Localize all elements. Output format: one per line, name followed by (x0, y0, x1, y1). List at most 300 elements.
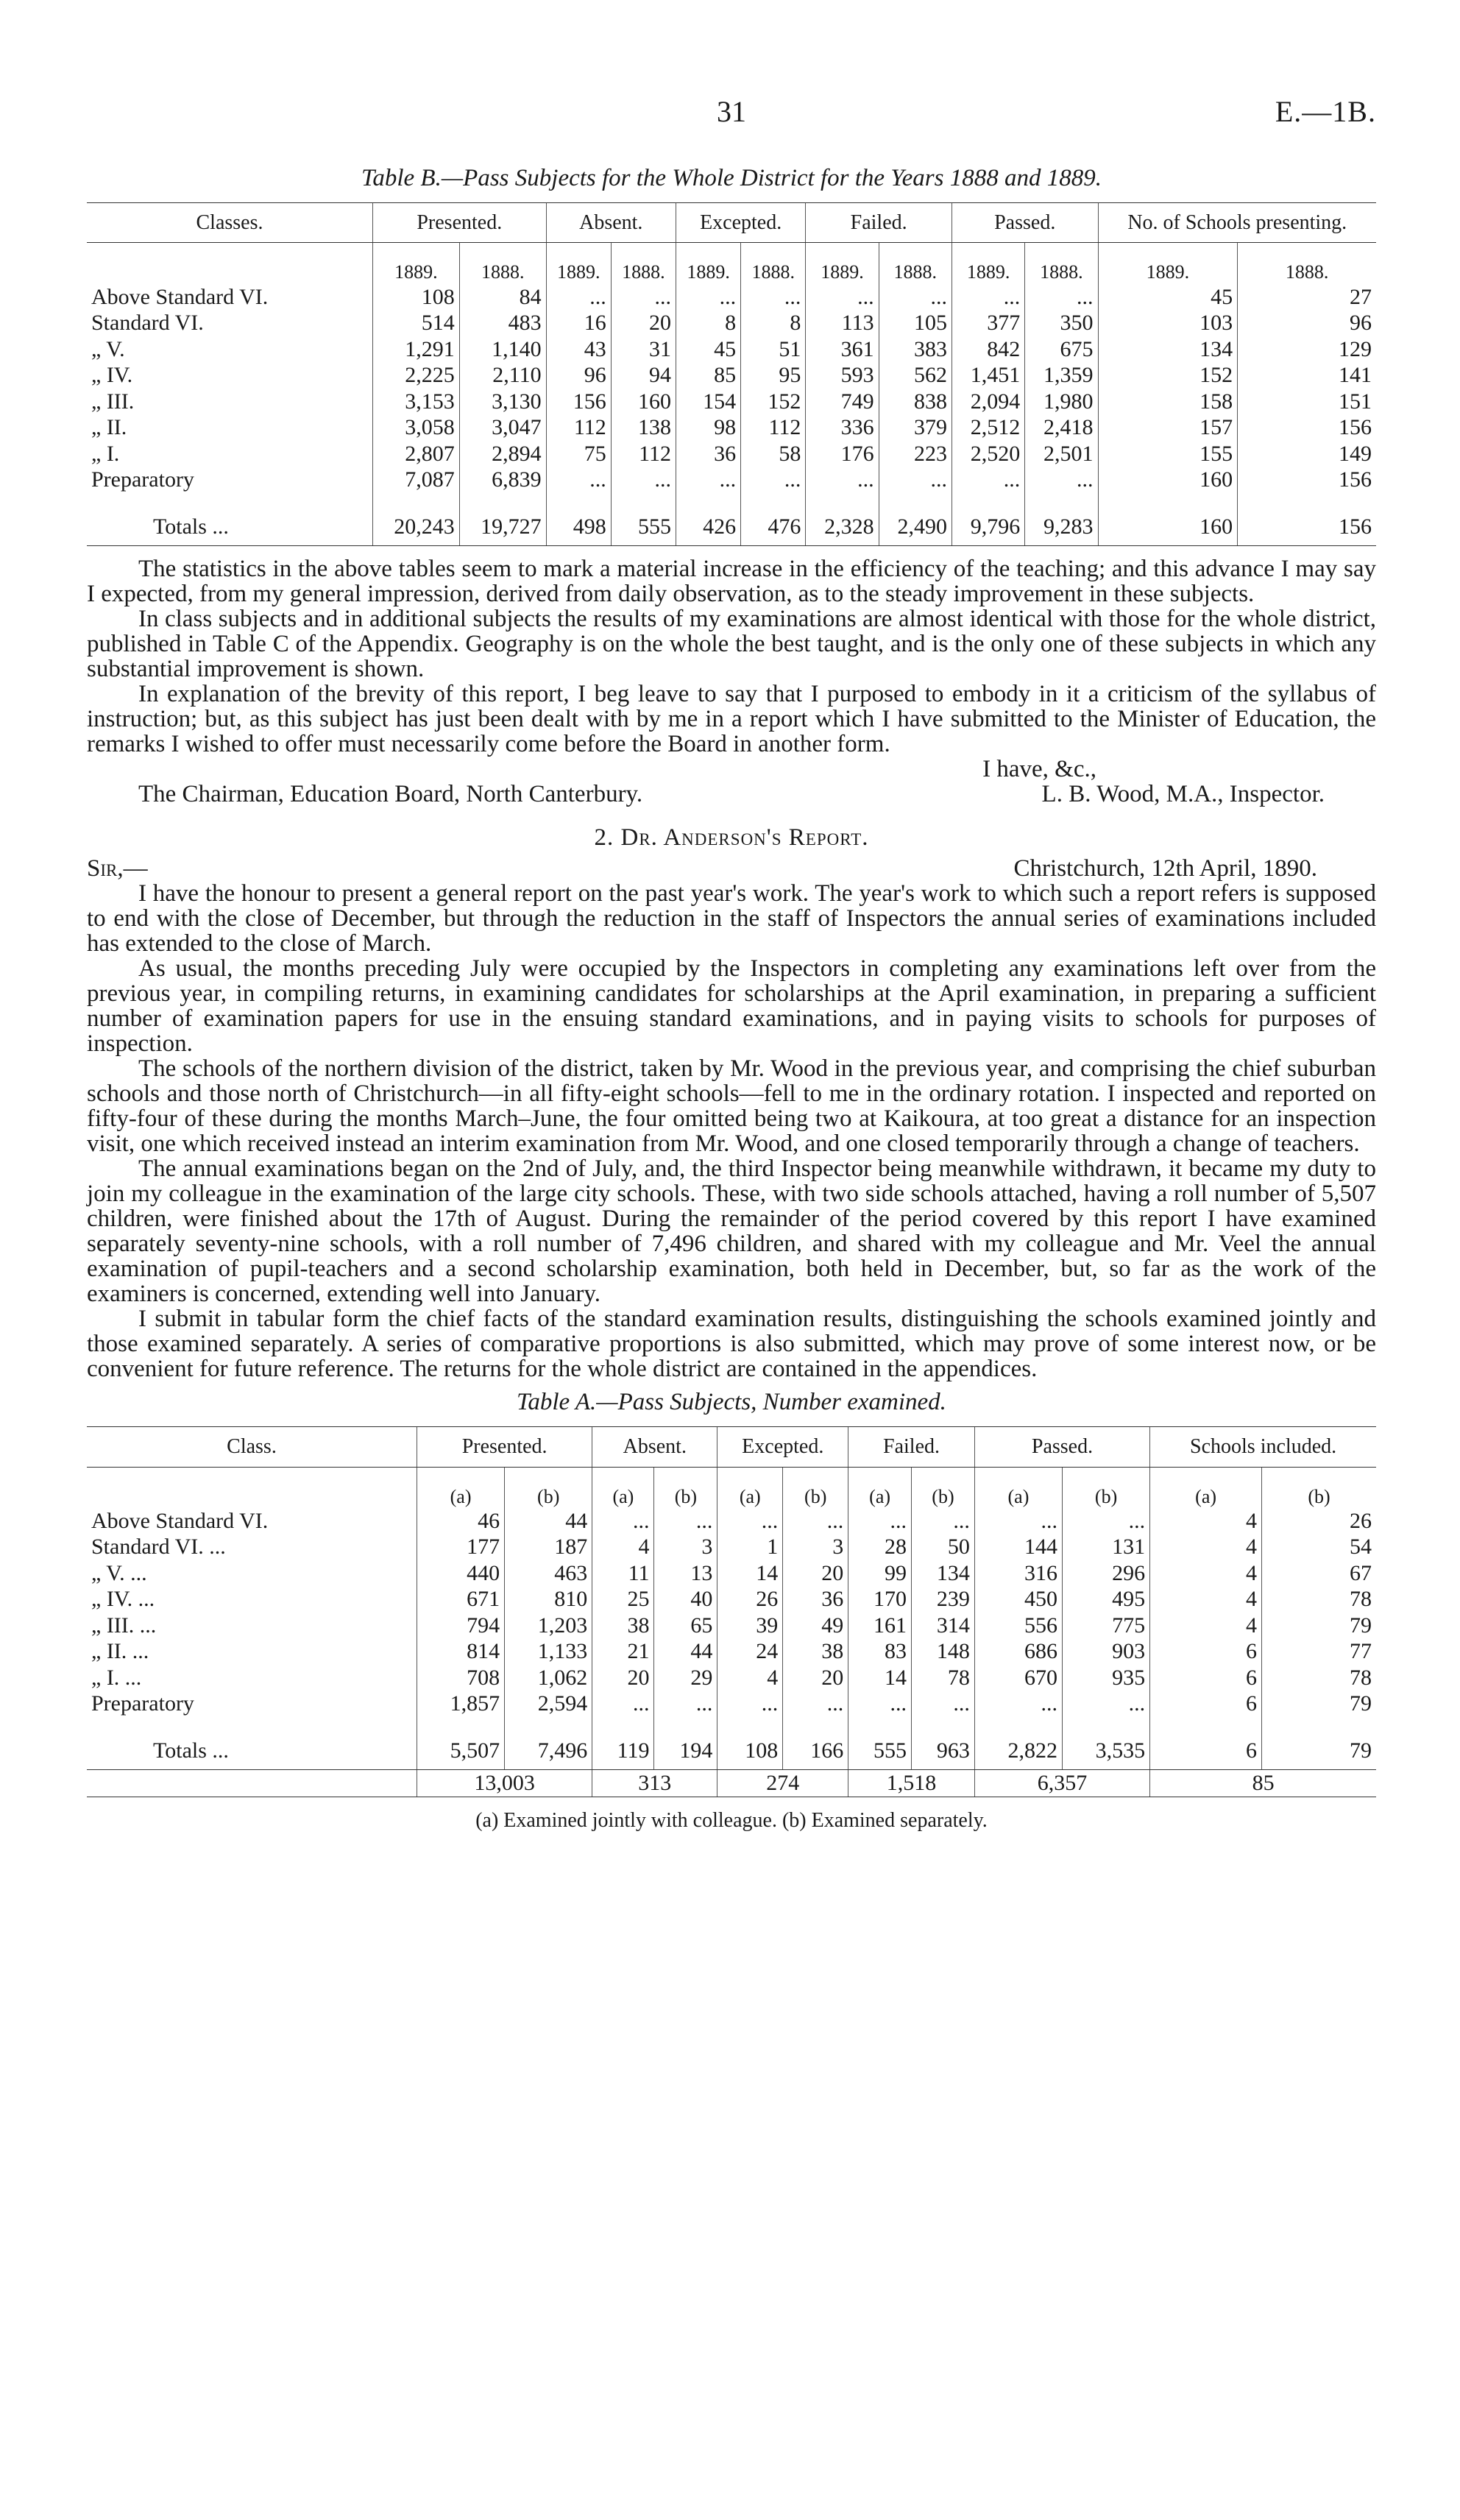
table-a-cell: 2,594 (505, 1691, 592, 1717)
table-b-cell: 2,418 (1025, 414, 1098, 441)
table-a-subheader-blank (87, 1467, 417, 1508)
table-a-sum-cell: 13,003 (417, 1770, 592, 1797)
table-a-cell: 4 (592, 1534, 654, 1560)
table-b (87, 202, 1376, 546)
table-a-subheader: (b) (1063, 1467, 1150, 1508)
sign-off: I have, &c., (982, 756, 1096, 783)
paragraph-annual-exams: The annual examinations began on the 2nd of July, and, the third Inspector being meanwhile withdrawn, it became my duty to join my colleague in the examination of the large city schools. These, with two side schools attached, having a roll number of 5,507 children, were finished about the 17th of August. During the remainder of the period covered by this report I have examined separately seventy-nine schools, with a roll number of 7,496 children, and shared with my colleague and Mr. Veel the annual examination of pupil-teachers and a second scholarship examination, both held in December, but, so far as the work of the examiners is concerned, extending well into January. (87, 1155, 1376, 1308)
table-b-cell: 749 (806, 389, 879, 415)
table-b-totals-cell: 19,727 (459, 493, 546, 546)
table-a-cell: 14 (717, 1560, 783, 1587)
table-b-cell: 8 (676, 310, 740, 336)
table-a-row-label: Above Standard VI. (91, 1508, 269, 1533)
table-b-subheader-blank (87, 243, 373, 284)
table-a-cell: 4 (1150, 1560, 1262, 1587)
table-a-group-excepted: Excepted. (717, 1427, 848, 1467)
paragraph-report-intro: I have the honour to present a general report on the past year's work. The year's work to which such a report refers is supposed to end with the close of December, but through the reduction in the staff of Inspectors the annual series of examinations included has extended to the close of March. (87, 880, 1376, 958)
table-a-class-header: Class. (87, 1427, 417, 1467)
table-a-cell: 1,203 (505, 1613, 592, 1639)
table-a-sum-cell: 274 (717, 1770, 848, 1797)
table-a-cell: 810 (505, 1586, 592, 1613)
table-b-caption: Table B.—Pass Subjects for the Whole District for the Years 1888 and 1889. (361, 165, 1102, 191)
report-heading: 2. Dr. Anderson's Report. (594, 824, 869, 852)
table-b-group-passed: Passed. (952, 203, 1098, 243)
table-b-totals-row (87, 493, 1376, 546)
table-a-totals-cell: 555 (848, 1717, 912, 1770)
table-b-totals-cell: 20,243 (373, 493, 460, 546)
table-b-cell: 113 (806, 310, 879, 336)
table-a-cell: 708 (417, 1665, 505, 1691)
table-a-totals-cell: 108 (717, 1717, 783, 1770)
table-b-totals-cell: 426 (676, 493, 740, 546)
table-a-cell: 814 (417, 1638, 505, 1665)
table-b-cell: 43 (546, 336, 611, 363)
table-a-cell: 1 (717, 1534, 783, 1560)
table-b-totals-cell: 9,796 (952, 493, 1024, 546)
page-number: 31 (717, 95, 746, 128)
table-a-sum-cell: 85 (1150, 1770, 1376, 1797)
table-b-subheader: 1888. (1238, 243, 1376, 284)
table-b-cell: 1,359 (1025, 362, 1098, 389)
table-a-cell: 26 (1262, 1508, 1376, 1535)
table-a-cell: 161 (848, 1613, 912, 1639)
page-header (87, 0, 1376, 147)
table-a-cell: 36 (783, 1586, 848, 1613)
table-a-cell: ... (654, 1508, 717, 1535)
table-b-cell: 1,140 (459, 336, 546, 363)
table-b-cell: 223 (879, 441, 952, 467)
table-a-cell: 67 (1262, 1560, 1376, 1587)
table-a-cell: 1,062 (505, 1665, 592, 1691)
table-a-row-label: Standard VI. ... (91, 1535, 226, 1560)
table-a-cell: 131 (1063, 1534, 1150, 1560)
table-b-cell: 152 (741, 389, 806, 415)
table-a-cell: 440 (417, 1560, 505, 1587)
table-a-row (87, 1638, 1376, 1665)
table-b-cell: 36 (676, 441, 740, 467)
table-b-cell: 838 (879, 389, 952, 415)
table-b-cell: 152 (1098, 362, 1238, 389)
table-b-body (87, 243, 1376, 546)
table-b-cell: 96 (546, 362, 611, 389)
table-b-totals-label: Totals ... (87, 493, 373, 546)
table-b-cell: 160 (1098, 467, 1238, 493)
table-a-cell: 3 (654, 1534, 717, 1560)
table-a-cell: 671 (417, 1586, 505, 1613)
table-a-row-label: Preparatory (91, 1691, 194, 1716)
table-a-cell: 20 (592, 1665, 654, 1691)
table-b-cell: 2,501 (1025, 441, 1098, 467)
table-a-totals-cell: 2,822 (974, 1717, 1062, 1770)
table-b-row (87, 389, 1376, 415)
table-a-cell: 314 (912, 1613, 975, 1639)
table-b-cell: 98 (676, 414, 740, 441)
table-b-subheader: 1889. (806, 243, 879, 284)
table-a-cell: 78 (912, 1665, 975, 1691)
table-a-cell: 670 (974, 1665, 1062, 1691)
table-b-cell: 1,291 (373, 336, 460, 363)
table-a-cell: 1,857 (417, 1691, 505, 1717)
table-b-cell: 2,094 (952, 389, 1024, 415)
table-b-row-label: Standard VI. (91, 311, 204, 336)
table-b-subheader: 1889. (546, 243, 611, 284)
table-b-group-failed: Failed. (806, 203, 952, 243)
table-a-cell: 83 (848, 1638, 912, 1665)
table-a-cell: 4 (1150, 1508, 1262, 1535)
table-a-cell: 99 (848, 1560, 912, 1587)
table-b-row (87, 441, 1376, 467)
table-a-cell: 316 (974, 1560, 1062, 1587)
table-b-totals-cell: 498 (546, 493, 611, 546)
table-b-cell: 95 (741, 362, 806, 389)
table-b-row (87, 336, 1376, 363)
table-a-cell: 46 (417, 1508, 505, 1535)
table-a-cell: 40 (654, 1586, 717, 1613)
table-a-cell: 4 (1150, 1534, 1262, 1560)
table-b-cell: 2,225 (373, 362, 460, 389)
table-b-row-label: Preparatory (91, 467, 194, 492)
table-b-cell: 593 (806, 362, 879, 389)
table-b-totals-cell: 2,328 (806, 493, 879, 546)
table-a-cell: 39 (717, 1613, 783, 1639)
table-a-sum-cell: 1,518 (848, 1770, 975, 1797)
table-a-cell: 38 (783, 1638, 848, 1665)
table-a-totals-cell: 6 (1150, 1717, 1262, 1770)
table-a-cell: 21 (592, 1638, 654, 1665)
table-a-subheader: (a) (592, 1467, 654, 1508)
table-b-cell: 58 (741, 441, 806, 467)
table-a-cell: ... (717, 1691, 783, 1717)
table-b-cell: 176 (806, 441, 879, 467)
table-a-cell: ... (848, 1508, 912, 1535)
table-b-row-label: „ I. (91, 441, 120, 466)
table-a-cell: 29 (654, 1665, 717, 1691)
table-a-cell: 25 (592, 1586, 654, 1613)
signer: L. B. Wood, M.A., Inspector. (1041, 781, 1325, 808)
table-b-cell: 6,839 (459, 467, 546, 493)
table-b-cell: ... (952, 467, 1024, 493)
table-b-cell: 379 (879, 414, 952, 441)
table-a-subheader: (b) (783, 1467, 848, 1508)
table-b-cell: 377 (952, 310, 1024, 336)
table-a-footnote: (a) Examined jointly with colleague. (b) Examined separately. (475, 1808, 988, 1832)
table-a-cell: 26 (717, 1586, 783, 1613)
table-a-cell: 177 (417, 1534, 505, 1560)
table-b-cell: 155 (1098, 441, 1238, 467)
table-b-cell: 85 (676, 362, 740, 389)
table-b-cell: 112 (546, 414, 611, 441)
table-b-group-excepted: Excepted. (676, 203, 805, 243)
table-a-row (87, 1586, 1376, 1613)
table-a-cell: 78 (1262, 1665, 1376, 1691)
table-a-cell: 65 (654, 1613, 717, 1639)
table-a-subheader: (a) (717, 1467, 783, 1508)
paragraph-northern-schools: The schools of the northern division of the district, taken by Mr. Wood in the previous year, and comprising the chief suburban schools and those north of Christchurch—in all fifty-eight schools—fell to me in the ordinary rotation. I inspected and reported on fifty-four of these during the months March–June, the four omitted being two at Kaikoura, at too great a distance for an inspection visit, one which received instead an interim examination from Mr. Wood, and one closed temporarily through a change of teachers. (87, 1055, 1376, 1158)
table-a-row (87, 1560, 1376, 1587)
table-a-totals-row (87, 1717, 1376, 1770)
table-a-cell: ... (592, 1691, 654, 1717)
table-b-cell: 157 (1098, 414, 1238, 441)
table-b-totals-cell: 476 (741, 493, 806, 546)
table-a-cell: 13 (654, 1560, 717, 1587)
table-a-totals-cell: 194 (654, 1717, 717, 1770)
table-b-cell: ... (806, 467, 879, 493)
table-a-group-failed: Failed. (848, 1427, 975, 1467)
table-b-cell: 158 (1098, 389, 1238, 415)
table-b-cell: ... (879, 467, 952, 493)
table-a-cell: 187 (505, 1534, 592, 1560)
table-a-totals-cell: 79 (1262, 1717, 1376, 1770)
table-a-cell: 44 (505, 1508, 592, 1535)
table-b-totals-cell: 156 (1238, 493, 1376, 546)
table-a-cell: 38 (592, 1613, 654, 1639)
table-b-group-presented: Presented. (373, 203, 547, 243)
table-a-group-presented: Presented. (417, 1427, 592, 1467)
table-b-row (87, 467, 1376, 493)
table-b-totals-cell: 160 (1098, 493, 1238, 546)
table-a-cell: 1,133 (505, 1638, 592, 1665)
table-a-cell: 79 (1262, 1691, 1376, 1717)
table-b-cell: 103 (1098, 310, 1238, 336)
table-a-cell: 4 (717, 1665, 783, 1691)
table-a-subheader: (a) (848, 1467, 912, 1508)
table-b-cell: 151 (1238, 389, 1376, 415)
table-b-cell: 1,451 (952, 362, 1024, 389)
table-a-subheader: (b) (1262, 1467, 1376, 1508)
table-a-cell: 44 (654, 1638, 717, 1665)
table-a-body (87, 1467, 1376, 1797)
table-b-subheader: 1888. (611, 243, 676, 284)
table-a-cell: ... (848, 1691, 912, 1717)
table-b-cell: ... (952, 284, 1024, 311)
table-b-row (87, 414, 1376, 441)
table-a-cell: 50 (912, 1534, 975, 1560)
table-b-cell: 675 (1025, 336, 1098, 363)
table-b-cell: 842 (952, 336, 1024, 363)
table-a-cell: 686 (974, 1638, 1062, 1665)
table-a-totals-cell: 7,496 (505, 1717, 592, 1770)
page (87, 0, 1376, 1833)
table-a-cell: 296 (1063, 1560, 1150, 1587)
table-b-cell: 361 (806, 336, 879, 363)
table-a-cell: 77 (1262, 1638, 1376, 1665)
table-a-cell: ... (717, 1508, 783, 1535)
table-a-cell: 28 (848, 1534, 912, 1560)
table-b-cell: 350 (1025, 310, 1098, 336)
table-b-cell: ... (676, 284, 740, 311)
table-b-cell: 1,980 (1025, 389, 1098, 415)
table-a-totals-cell: 5,507 (417, 1717, 505, 1770)
table-b-cell: 149 (1238, 441, 1376, 467)
table-b-cell: 3,058 (373, 414, 460, 441)
table-a-cell: 20 (783, 1560, 848, 1587)
table-a-cell: 495 (1063, 1586, 1150, 1613)
table-b-cell: ... (806, 284, 879, 311)
table-b-subheader: 1888. (879, 243, 952, 284)
table-a-group-schools: Schools included. (1150, 1427, 1376, 1467)
table-b-subheader: 1889. (952, 243, 1024, 284)
table-a-cell: ... (654, 1691, 717, 1717)
table-a-cell: ... (783, 1691, 848, 1717)
table-a-cell: 3 (783, 1534, 848, 1560)
table-b-cell: 129 (1238, 336, 1376, 363)
paragraph-tabular: I submit in tabular form the chief facts of the standard examination results, distinguishing the schools examined jointly and those examined separately. A series of comparative proportions is also submitted, which may prove of some interest now, or be convenient for future reference. The returns for the whole district are contained in the appendices. (87, 1306, 1376, 1383)
table-b-totals-cell: 9,283 (1025, 493, 1098, 546)
table-b-cell: 336 (806, 414, 879, 441)
table-a-row (87, 1691, 1376, 1717)
paragraph-brevity: In explanation of the brevity of this report, I beg leave to say that I purposed to embody in it a criticism of the syllabus of instruction; but, as this subject has just been dealt with by me in a report which I have submitted to the Minister of Education, the remarks I wished to offer must necessarily come before the Board in another form. (87, 681, 1376, 758)
table-b-cell: 156 (546, 389, 611, 415)
table-b-cell: 20 (611, 310, 676, 336)
table-b-cell: 7,087 (373, 467, 460, 493)
table-b-subheader: 1888. (1025, 243, 1098, 284)
table-b-cell: ... (611, 467, 676, 493)
table-b-cell: 3,153 (373, 389, 460, 415)
table-b-group-schools: No. of Schools presenting. (1098, 203, 1376, 243)
table-b-row (87, 310, 1376, 336)
table-b-cell: ... (879, 284, 952, 311)
table-a-cell: ... (1063, 1691, 1150, 1717)
table-a-cell: 6 (1150, 1691, 1262, 1717)
table-a-subheader: (b) (505, 1467, 592, 1508)
table-a-cell: 6 (1150, 1665, 1262, 1691)
table-b-cell: 108 (373, 284, 460, 311)
table-b-totals-cell: 2,490 (879, 493, 952, 546)
table-b-subheader: 1888. (741, 243, 806, 284)
table-a-cell: 935 (1063, 1665, 1150, 1691)
table-b-group-absent: Absent. (546, 203, 676, 243)
table-b-row-label: „ V. (91, 336, 125, 361)
table-a-cell: 144 (974, 1534, 1062, 1560)
table-a-cell: ... (912, 1508, 975, 1535)
table-a-row (87, 1534, 1376, 1560)
table-a-caption: Table A.—Pass Subjects, Number examined. (517, 1389, 946, 1416)
table-b-cell: 2,807 (373, 441, 460, 467)
paragraph-months: As usual, the months preceding July were occupied by the Inspectors in completing any examinations left over from the previous year, in compiling returns, in examining candidates for scholarships at the April examination, in preparing a sufficient number of examination papers for use in the ensuing standard examinations, and in paying visits to schools for purposes of inspection. (87, 955, 1376, 1058)
table-b-classes-header: Classes. (87, 203, 373, 243)
table-b-cell: ... (676, 467, 740, 493)
table-a-group-absent: Absent. (592, 1427, 717, 1467)
table-a-cell: 556 (974, 1613, 1062, 1639)
table-a-subheader: (a) (417, 1467, 505, 1508)
table-a-sums-blank (87, 1770, 417, 1797)
table-a-cell: 78 (1262, 1586, 1376, 1613)
table-a-sum-cell: 313 (592, 1770, 717, 1797)
table-b-row-label: „ III. (91, 389, 135, 414)
table-b-cell: 156 (1238, 414, 1376, 441)
paragraph-statistics: The statistics in the above tables seem to mark a material increase in the efficiency of the teaching; and this advance I may say I expected, from my general impression, derived from daily observation, as to the steady improvement in these subjects. (87, 556, 1376, 608)
table-a-cell: ... (974, 1508, 1062, 1535)
table-a-cell: 903 (1063, 1638, 1150, 1665)
table-a-cell: 450 (974, 1586, 1062, 1613)
table-b-cell: 45 (1098, 284, 1238, 311)
table-a-cell: 49 (783, 1613, 848, 1639)
table-b-cell: 45 (676, 336, 740, 363)
document-reference: E.—1B. (1275, 95, 1376, 128)
table-b-cell: 138 (611, 414, 676, 441)
table-a-totals-cell: 3,535 (1063, 1717, 1150, 1770)
table-a-subheader: (b) (654, 1467, 717, 1508)
table-b-cell: 2,512 (952, 414, 1024, 441)
table-b-cell: 31 (611, 336, 676, 363)
table-a-cell: 14 (848, 1665, 912, 1691)
table-b-cell: 154 (676, 389, 740, 415)
paragraph-class-subjects: In class subjects and in additional subjects the results of my examinations are almost identical with those for the whole district, published in Table C of the Appendix. Geography is on the whole the best taught, and is the only one of these subjects in which any substantial improvement is shown. (87, 606, 1376, 683)
table-a-row-label: „ IV. ... (91, 1587, 155, 1612)
table-b-cell: ... (611, 284, 676, 311)
table-a-row-label: „ III. ... (91, 1613, 157, 1638)
table-a-row (87, 1665, 1376, 1691)
table-b-row-label: „ II. (91, 415, 127, 440)
table-b-cell: 96 (1238, 310, 1376, 336)
table-a (87, 1426, 1376, 1797)
table-a-cell: ... (912, 1691, 975, 1717)
table-b-cell: 141 (1238, 362, 1376, 389)
table-a-cell: ... (1063, 1508, 1150, 1535)
table-b-totals-cell: 555 (611, 493, 676, 546)
table-a-totals-cell: 166 (783, 1717, 848, 1770)
table-a-subheader: (b) (912, 1467, 975, 1508)
table-a-subheader: (a) (974, 1467, 1062, 1508)
table-b-row (87, 362, 1376, 389)
table-a-group-passed: Passed. (974, 1427, 1149, 1467)
table-b-cell: 3,130 (459, 389, 546, 415)
table-a-row (87, 1508, 1376, 1535)
table-b-cell: ... (1025, 284, 1098, 311)
table-b-cell: 16 (546, 310, 611, 336)
table-b-cell: 112 (611, 441, 676, 467)
table-a-cell: ... (783, 1508, 848, 1535)
table-b-subheader: 1889. (676, 243, 740, 284)
table-a-row-label: „ V. ... (91, 1560, 147, 1585)
table-a-cell: ... (974, 1691, 1062, 1717)
table-b-cell: 134 (1098, 336, 1238, 363)
table-b-cell: 2,894 (459, 441, 546, 467)
table-a-cell: 11 (592, 1560, 654, 1587)
table-b-cell: 160 (611, 389, 676, 415)
table-a-cell: 134 (912, 1560, 975, 1587)
table-b-cell: ... (741, 467, 806, 493)
table-b-row-label: Above Standard VI. (91, 284, 269, 309)
table-a-cell: 148 (912, 1638, 975, 1665)
table-a-cell: ... (592, 1508, 654, 1535)
table-a-cell: 54 (1262, 1534, 1376, 1560)
table-a-totals-cell: 963 (912, 1717, 975, 1770)
table-b-cell: 105 (879, 310, 952, 336)
table-b-cell: 383 (879, 336, 952, 363)
table-b-cell: 8 (741, 310, 806, 336)
table-b-cell: ... (546, 284, 611, 311)
table-a-cell: 24 (717, 1638, 783, 1665)
table-b-cell: 2,110 (459, 362, 546, 389)
table-b-cell: 84 (459, 284, 546, 311)
table-a-cell: 4 (1150, 1586, 1262, 1613)
table-a-cell: 79 (1262, 1613, 1376, 1639)
table-b-cell: 514 (373, 310, 460, 336)
table-b-cell: ... (1025, 467, 1098, 493)
table-a-cell: 794 (417, 1613, 505, 1639)
table-b-cell: 75 (546, 441, 611, 467)
table-b-cell: 483 (459, 310, 546, 336)
table-a-cell: 4 (1150, 1613, 1262, 1639)
table-a-sum-cell: 6,357 (974, 1770, 1149, 1797)
table-b-cell: 3,047 (459, 414, 546, 441)
table-b-cell: ... (546, 467, 611, 493)
table-b-subheader: 1888. (459, 243, 546, 284)
table-b-subheader: 1889. (1098, 243, 1238, 284)
place-date: Christchurch, 12th April, 1890. (1013, 855, 1317, 882)
table-a-totals-label: Totals ... (87, 1717, 417, 1770)
